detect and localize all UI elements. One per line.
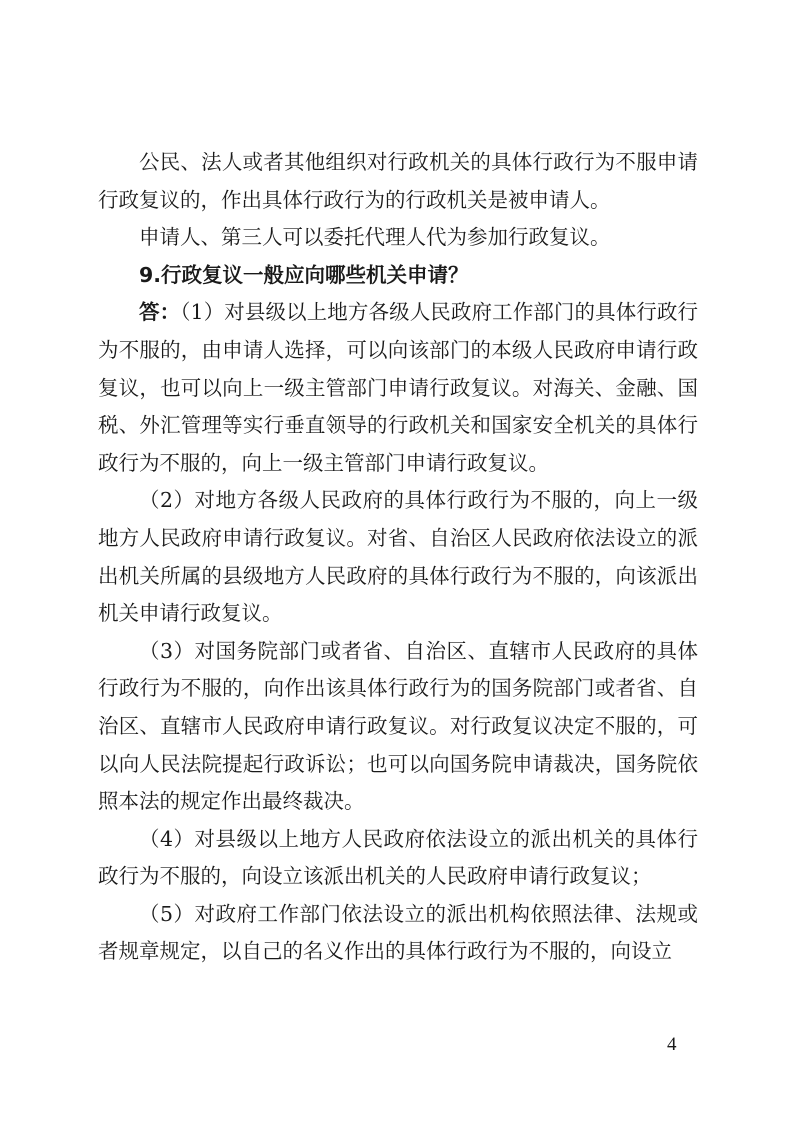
answer-paragraph-1 bbox=[98, 294, 698, 482]
answer-text-1: （1）对县级以上地方各级人民政府工作部门的具体行政行为不服的，由申请人选择，可以向该部门的本级人民政府申请行政复议，也可以向上一级主管部门申请行政复议。对海关、金融、国税、外汇管理等实行垂直领导的行政机关和国家安全机关的具体行政行为不服的，向上一级主管部门申请行政复议。 bbox=[98, 300, 698, 475]
answer-paragraph-3: （3）对国务院部门或者省、自治区、直辖市人民政府的具体行政行为不服的，向作出该具体行政行为的国务院部门或者省、自治区、直辖市人民政府申请行政复议。对行政复议决定不服的，可以向人民法院提起行政诉讼；也可以向国务院申请裁决，国务院依照本法的规定作出最终裁决。 bbox=[98, 638, 698, 814]
document-body bbox=[98, 144, 698, 971]
question-heading: 9.行政复议一般应向哪些机关申请？ bbox=[139, 262, 469, 287]
paragraph-respondent: 公民、法人或者其他组织对行政机关的具体行政行为不服申请行政复议的，作出具体行政行为的行政机关是被申请人。 bbox=[98, 150, 698, 212]
answer-paragraph-5: （5）对政府工作部门依法设立的派出机构依照法律、法规或者规章规定，以自己的名义作出的具体行政行为不服的，向设立 bbox=[98, 901, 698, 964]
page-number: 4 bbox=[667, 1034, 677, 1055]
answer-label: 答： bbox=[139, 300, 181, 325]
paragraph-agent: 申请人、第三人可以委托代理人代为参加行政复议。 bbox=[139, 225, 611, 250]
answer-paragraph-4: （4）对县级以上地方人民政府依法设立的派出机关的具体行政行为不服的，向设立该派出机关的人民政府申请行政复议； bbox=[98, 826, 698, 889]
answer-paragraph-2: （2）对地方各级人民政府的具体行政行为不服的，向上一级地方人民政府申请行政复议。对省、自治区人民政府依法设立的派出机关所属的县级地方人民政府的具体行政行为不服的，向该派出机关申请行政复议。 bbox=[98, 488, 698, 626]
